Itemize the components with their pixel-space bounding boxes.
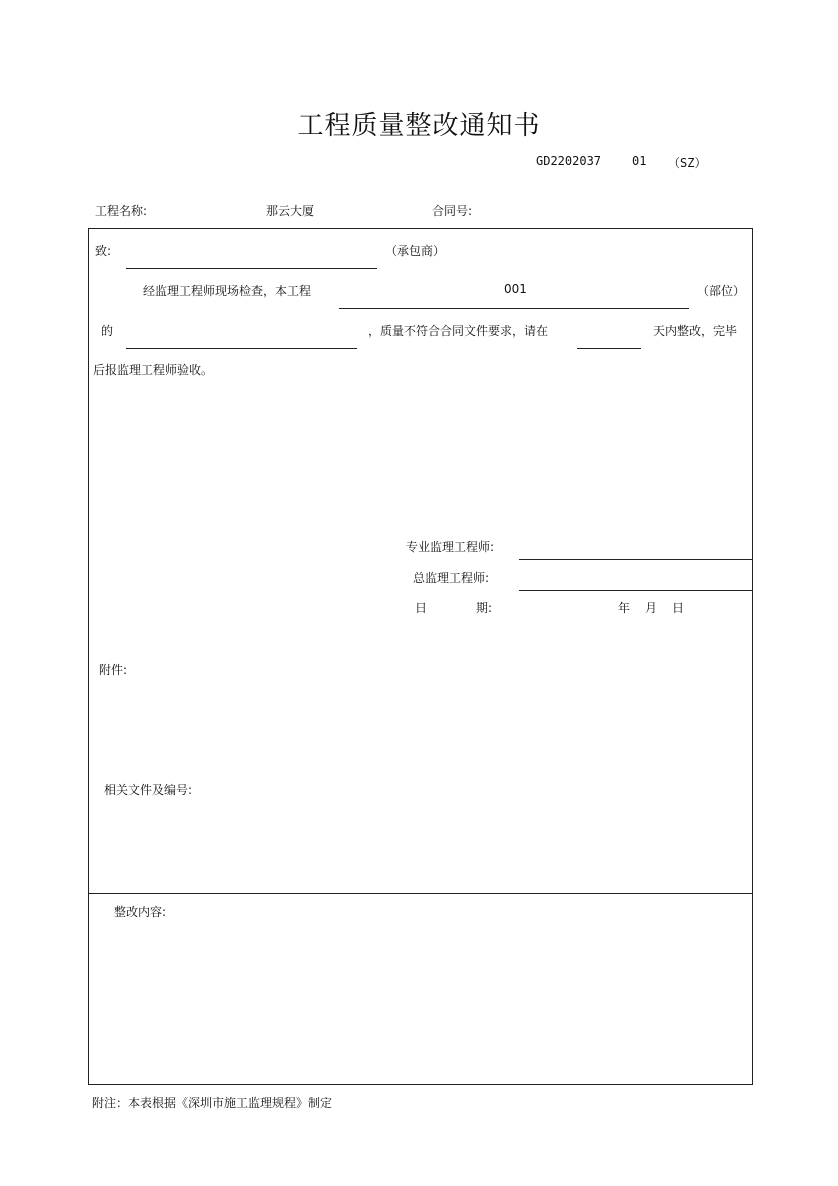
date-year: 年	[618, 601, 631, 615]
contract-no-label: 合同号:	[432, 204, 473, 218]
item-underline	[126, 348, 357, 349]
date-day: 日	[672, 601, 685, 615]
section-divider	[88, 893, 753, 894]
days-text: 天内整改，完毕	[653, 324, 738, 338]
form-code-seq: 01	[632, 154, 647, 168]
location-note: （部位）	[697, 284, 746, 298]
contractor-note: （承包商）	[385, 244, 446, 258]
form-code-region: （SZ）	[668, 156, 707, 170]
specialist-signature-line	[519, 559, 753, 560]
specialist-engineer-label: 专业监理工程师:	[406, 540, 495, 554]
of-label: 的	[101, 324, 114, 338]
mid-text: ，质量不符合合同文件要求，请在	[368, 324, 549, 338]
notice-form-box	[88, 228, 753, 1085]
chief-engineer-label: 总监理工程师:	[413, 571, 490, 585]
form-title: 工程质量整改通知书	[297, 111, 541, 141]
to-label: 致:	[95, 244, 112, 258]
footer-note: 附注：本表根据《深圳市施工监理规程》制定	[92, 1096, 333, 1110]
project-name-value[interactable]: 那云大厦	[266, 204, 315, 218]
date-month: 月	[645, 601, 658, 615]
related-docs-label: 相关文件及编号:	[104, 783, 193, 797]
end-text: 后报监理工程师验收。	[93, 363, 214, 377]
date-label-period: 期:	[476, 601, 493, 615]
inspection-text: 经监理工程师现场检查，本工程	[143, 284, 312, 298]
attachments-label: 附件:	[99, 663, 128, 677]
project-name-label: 工程名称:	[95, 204, 148, 218]
location-value[interactable]: 001	[504, 282, 527, 296]
days-underline	[577, 348, 641, 349]
form-code: GD2202037	[536, 154, 602, 168]
date-label-day: 日	[415, 601, 428, 615]
chief-signature-line	[519, 590, 753, 591]
location-underline	[339, 308, 689, 309]
rectification-label: 整改内容:	[114, 905, 167, 919]
to-underline	[126, 268, 377, 269]
